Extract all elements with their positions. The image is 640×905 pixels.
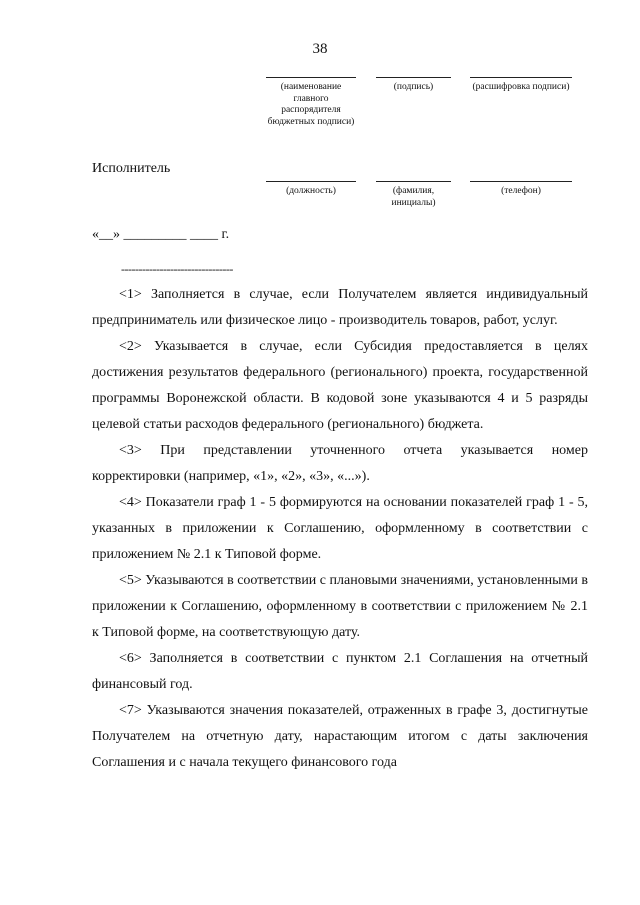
signature-caption-decoding: (расшифровка подписи): [472, 82, 570, 92]
executor-field-phone: [470, 181, 572, 198]
footnote-1: <1> Заполняется в случае, если Получателем является индивидуальный предприниматель или физическое лицо - производитель товаров, работ, услуг.: [92, 287, 588, 328]
signature-field-decoding: [470, 77, 572, 94]
signature-field-signature: [376, 77, 451, 94]
footnote-separator: --------------------------------: [121, 262, 233, 276]
executor-caption-position: (должность): [286, 186, 336, 196]
executor-label: Исполнитель: [92, 161, 171, 176]
footnote-7: <7> Указываются значения показателей, отраженных в графе 3, достигнутые Получателем на отчетную дату, нарастающим итогом с даты заключения Соглашения и с начала текущего финансового года: [92, 703, 588, 770]
footnote-2: <2> Указывается в случае, если Субсидия предоставляется в целях достижения результатов федерального (регионального) проекта, государственной программы Воронежской области. В кодовой зоне указываются 4 и 5 разряды целевой статьи расходов федерального (регионального) бюджета.: [92, 339, 588, 432]
signature-line: [376, 77, 451, 78]
footnote-5: <5> Указываются в соответствии с плановыми значениями, установленными в приложении к Соглашению, оформленному в соответствии с приложением № 2.1 к Типовой форме, на соответствующую дату.: [92, 573, 588, 640]
page-number: 38: [312, 41, 328, 57]
signature-line: [470, 181, 572, 182]
signature-line: [376, 181, 451, 182]
footnote-6: <6> Заполняется в соответствии с пунктом 2.1 Соглашения на отчетный финансовый год.: [92, 651, 588, 692]
footnote-4: <4> Показатели граф 1 - 5 формируются на основании показателей граф 1 - 5, указанных в приложении к Соглашению, оформленному в соответствии с приложением № 2.1 к Типовой форме.: [92, 495, 588, 562]
executor-caption-phone: (телефон): [501, 186, 541, 196]
executor-caption-name: (фамилия, инициалы): [391, 186, 436, 208]
signature-caption-signature: (подпись): [393, 82, 434, 92]
footnotes: [92, 282, 588, 776]
footnote-3: <3> При представлении уточненного отчета указывается номер корректировки (например, «1», «2», «3», «...»).: [92, 443, 588, 484]
signature-field-organization: [266, 77, 356, 128]
executor-field-position: [266, 181, 356, 198]
signature-line: [470, 77, 572, 78]
signature-line: [266, 181, 356, 182]
executor-field-name: [376, 181, 451, 209]
signature-line: [266, 77, 356, 78]
signature-caption-organization: (наименование главного распорядителя бюджетных подписи): [267, 82, 355, 127]
date-line: «__» _________ ____ г.: [92, 227, 230, 242]
